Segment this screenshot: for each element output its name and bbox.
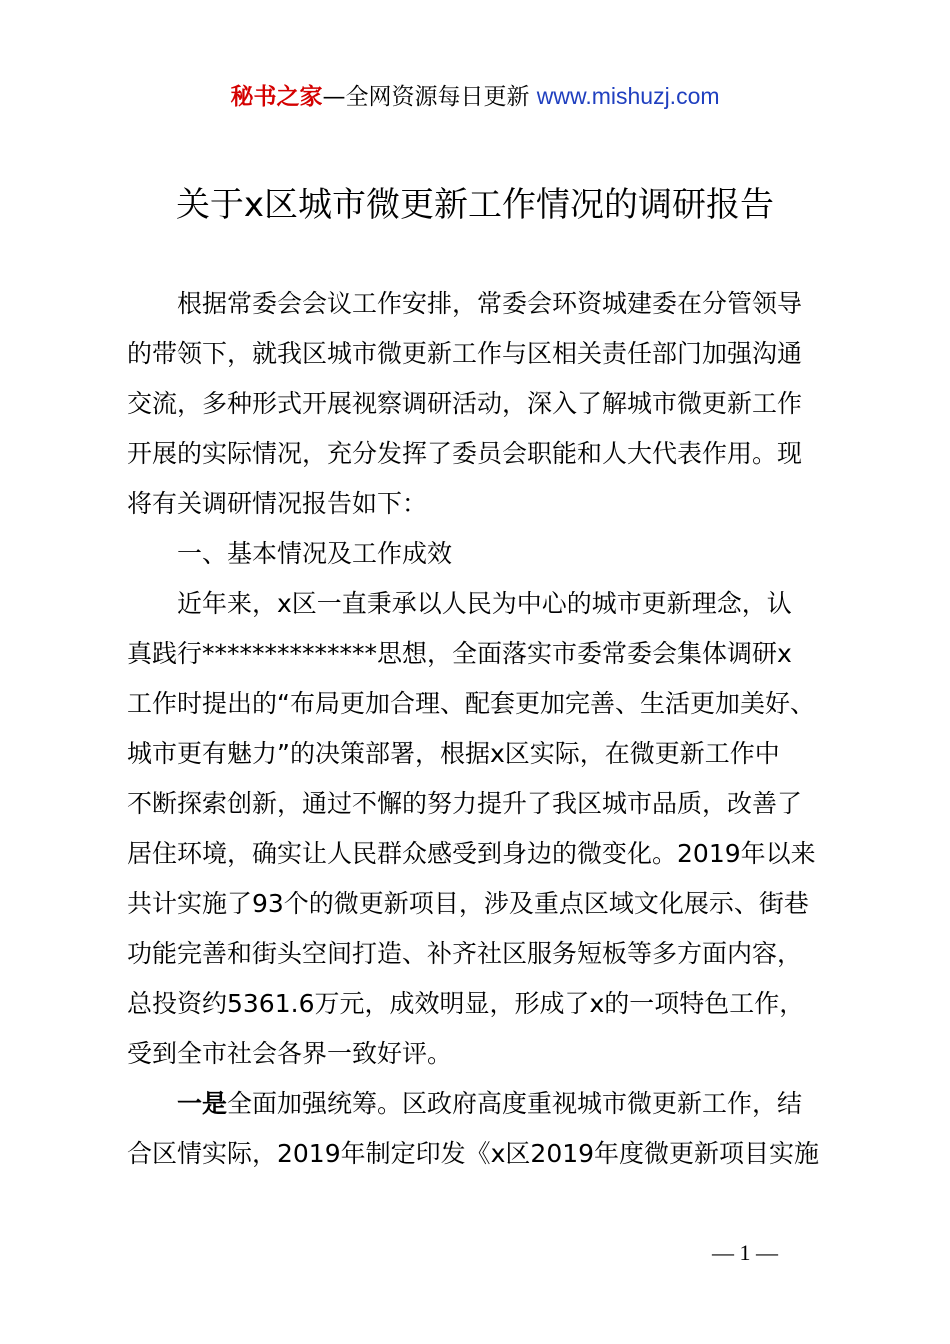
paragraph-line: 不断探索创新，通过不懈的努力提升了我区城市品质，改善了	[127, 789, 803, 818]
paragraph-line: 工作时提出的“布局更加合理、配套更加完善、生活更加美好、	[127, 689, 815, 718]
paragraph-line: 交流，多种形式开展视察调研活动，深入了解城市微更新工作	[127, 389, 803, 418]
paragraph-line: 居住环境，确实让人民群众感受到身边的微变化。2019年以来	[127, 839, 816, 868]
paragraph-line: 受到全市社会各界一致好评。	[127, 1039, 453, 1068]
document-title: 关于x区城市微更新工作情况的调研报告	[175, 185, 775, 225]
paragraph-line: 合区情实际，2019年制定印发《x区2019年度微更新项目实施	[127, 1139, 820, 1168]
paragraph-line: 开展的实际情况，充分发挥了委员会职能和人大代表作用。现	[127, 439, 803, 468]
point-one-label: 一是	[177, 1089, 228, 1118]
site-header	[0, 80, 950, 113]
site-tagline: —全网资源每日更新	[322, 84, 537, 110]
paragraph-line: 的带领下，就我区城市微更新工作与区相关责任部门加强沟通	[127, 339, 803, 368]
section-heading: 一、基本情况及工作成效	[177, 539, 453, 568]
paragraph-line: 功能完善和街头空间打造、补齐社区服务短板等多方面内容，	[127, 939, 803, 968]
site-url-link[interactable]: www.mishuzj.com	[536, 83, 720, 109]
paragraph-line: 根据常委会会议工作安排，常委会环资城建委在分管领导	[177, 289, 803, 318]
page-number: — 1 —	[712, 1240, 778, 1265]
paragraph-line: 真践行**************思想，全面落实市委常委会集体调研x	[127, 639, 792, 668]
paragraph-line: 近年来，x区一直秉承以人民为中心的城市更新理念，认	[177, 589, 792, 618]
paragraph-line: 总投资约5361.6万元，成效明显，形成了x的一项特色工作，	[127, 989, 805, 1018]
paragraph-line: 将有关调研情况报告如下：	[127, 489, 428, 518]
paragraph-line: 共计实施了93个的微更新项目，涉及重点区域文化展示、街巷	[127, 889, 809, 918]
paragraph-line: 城市更有魅力”的决策部署，根据x区实际，在微更新工作中	[127, 739, 780, 768]
site-brand: 秘书之家	[230, 84, 323, 110]
point-one-text: 全面加强统筹。区政府高度重视城市微更新工作，结	[227, 1089, 803, 1118]
point-one-line	[177, 1087, 802, 1121]
